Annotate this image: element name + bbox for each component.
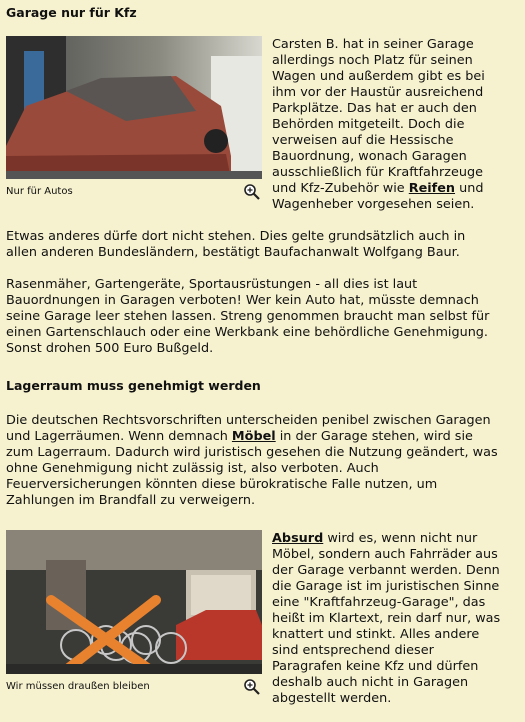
- text-line: Wagenheber vorgesehen seien.: [272, 197, 475, 212]
- text-line: verweisen auf die Hessische: [272, 133, 454, 148]
- text-fragment: und Kfz-Zubehör wie: [272, 181, 409, 196]
- caption-nur-fuer-autos: Nur für Autos: [6, 186, 73, 197]
- link-reifen[interactable]: Reifen: [408, 181, 456, 196]
- float-text-section3: [272, 531, 522, 707]
- text-line: die Garage ist im juristischen Sinne: [272, 579, 500, 594]
- text-line: deshalb auch nicht in Garagen: [272, 675, 469, 690]
- text-line: Die deutschen Rechtsvorschriften unterscheiden penibel zwischen Garagen: [6, 413, 491, 428]
- text-line: ihm vor der Haustür ausreichend: [272, 85, 484, 100]
- heading-lagerraum: Lagerraum muss genehmigt werden: [6, 378, 261, 393]
- text-line: Carsten B. hat in seiner Garage: [272, 37, 474, 52]
- text-fragment: und Lagerräumen. Wenn demnach: [6, 429, 232, 444]
- text-line: Bauordnung, wonach Garagen: [272, 149, 467, 164]
- text-line: Feuerversicherungen könnten diese bürokratische Falle nutzen, um: [6, 477, 438, 492]
- link-absurd[interactable]: Absurd: [272, 531, 324, 546]
- text-line: Behörden mitgeteilt. Doch die: [272, 117, 465, 132]
- text-line: [272, 181, 522, 197]
- text-line: eine "Kraftfahrzeug-Garage", das: [272, 595, 486, 610]
- link-moebel[interactable]: Möbel: [231, 429, 276, 444]
- text-line: knattert und stinkt. Alles andere: [272, 627, 480, 642]
- text-line: zum Lagerraum. Dadurch wird juristisch gesehen die Nutzung geändert, was: [6, 445, 498, 460]
- float-text-section1: [272, 37, 522, 213]
- text-line: Bauordnungen in Garagen verboten! Wer kein Auto hat, müsste demnach: [6, 293, 479, 308]
- paragraph-rasenmaeher: [6, 277, 521, 357]
- text-fragment: und: [455, 181, 484, 196]
- magnifier-plus-icon[interactable]: [243, 183, 261, 201]
- heading-garage-nur-fuer-kfz: Garage nur für Kfz: [6, 5, 137, 20]
- text-line: Parkplätze. Das hat er auch den: [272, 101, 477, 116]
- text-line: heißt im Klartext, rein darf nur, was: [272, 611, 501, 626]
- text-line: Etwas anderes dürfe dort nicht stehen. Dies gelte grundsätzlich auch in: [6, 229, 466, 244]
- text-line: Rasenmäher, Gartengeräte, Sportausrüstungen - all dies ist laut: [6, 277, 418, 292]
- text-line: einen Gartenschlauch oder eine Werkbank eine behördliche Genehmigung.: [6, 325, 488, 340]
- full-text-section1: [6, 229, 521, 261]
- photo-car-in-garage[interactable]: [6, 36, 262, 179]
- paragraph-lagerraum: [6, 413, 521, 509]
- text-line: Zahlungen im Brandfall zu verweigern.: [6, 493, 256, 508]
- text-line: seine Garage leer stehen lassen. Streng genommen braucht man selbst für: [6, 309, 490, 324]
- text-line: ausschließlich für Kraftfahrzeuge: [272, 165, 483, 180]
- text-fragment: wird es, wenn nicht nur: [323, 531, 478, 546]
- text-line: der Garage verbannt werden. Denn: [272, 563, 500, 578]
- caption-wir-muessen-draussen-bleiben: Wir müssen draußen bleiben: [6, 681, 150, 692]
- magnifier-plus-icon[interactable]: [243, 678, 261, 696]
- text-line: abgestellt werden.: [272, 691, 392, 706]
- text-fragment: in der Garage stehen, wird sie: [275, 429, 473, 444]
- text-line: allerdings noch Platz für seinen: [272, 53, 473, 68]
- text-line: [272, 531, 522, 547]
- text-line: [6, 429, 521, 445]
- text-line: sind entsprechend dieser: [272, 643, 434, 658]
- text-line: Paragrafen keine Kfz und dürfen: [272, 659, 479, 674]
- text-line: Möbel, sondern auch Fahrräder aus: [272, 547, 498, 562]
- photo-bicycles-crossed-out[interactable]: [6, 530, 262, 674]
- text-line: allen anderen Bundesländern, bestätigt Baufachanwalt Wolfgang Baur.: [6, 245, 460, 260]
- text-line: ohne Genehmigung nicht zulässig ist, also verboten. Auch: [6, 461, 379, 476]
- text-line: Sonst drohen 500 Euro Bußgeld.: [6, 341, 214, 356]
- text-line: Wagen und außerdem gibt es bei: [272, 69, 485, 84]
